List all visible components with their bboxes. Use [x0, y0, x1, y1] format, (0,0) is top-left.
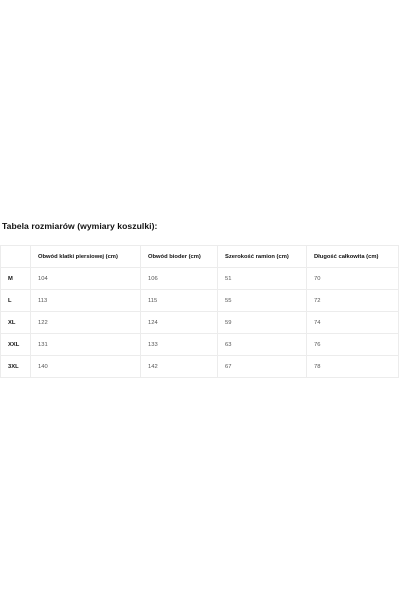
shoulders-cell: 51 — [218, 268, 307, 290]
table-row — [1, 334, 399, 356]
header-size — [1, 246, 31, 268]
header-length: Długość całkowita (cm) — [307, 246, 399, 268]
page-title: Tabela rozmiarów (wymiary koszulki): — [2, 221, 158, 231]
hips-cell: 124 — [141, 312, 218, 334]
size-table — [0, 245, 399, 378]
table-header-row — [1, 246, 399, 268]
table-row — [1, 290, 399, 312]
hips-cell: 106 — [141, 268, 218, 290]
table-row — [1, 356, 399, 378]
table-row — [1, 268, 399, 290]
length-cell: 74 — [307, 312, 399, 334]
chest-cell: 122 — [31, 312, 141, 334]
size-cell: M — [1, 268, 31, 290]
length-cell: 78 — [307, 356, 399, 378]
length-cell: 76 — [307, 334, 399, 356]
chest-cell: 104 — [31, 268, 141, 290]
shoulders-cell: 67 — [218, 356, 307, 378]
size-cell: 3XL — [1, 356, 31, 378]
header-chest: Obwód klatki piersiowej (cm) — [31, 246, 141, 268]
chest-cell: 131 — [31, 334, 141, 356]
shoulders-cell: 59 — [218, 312, 307, 334]
hips-cell: 115 — [141, 290, 218, 312]
header-hips: Obwód bioder (cm) — [141, 246, 218, 268]
size-cell: XXL — [1, 334, 31, 356]
size-cell: XL — [1, 312, 31, 334]
shoulders-cell: 55 — [218, 290, 307, 312]
hips-cell: 133 — [141, 334, 218, 356]
hips-cell: 142 — [141, 356, 218, 378]
chest-cell: 113 — [31, 290, 141, 312]
header-shoulders: Szerokość ramion (cm) — [218, 246, 307, 268]
length-cell: 70 — [307, 268, 399, 290]
table-row — [1, 312, 399, 334]
length-cell: 72 — [307, 290, 399, 312]
shoulders-cell: 63 — [218, 334, 307, 356]
chest-cell: 140 — [31, 356, 141, 378]
size-cell: L — [1, 290, 31, 312]
